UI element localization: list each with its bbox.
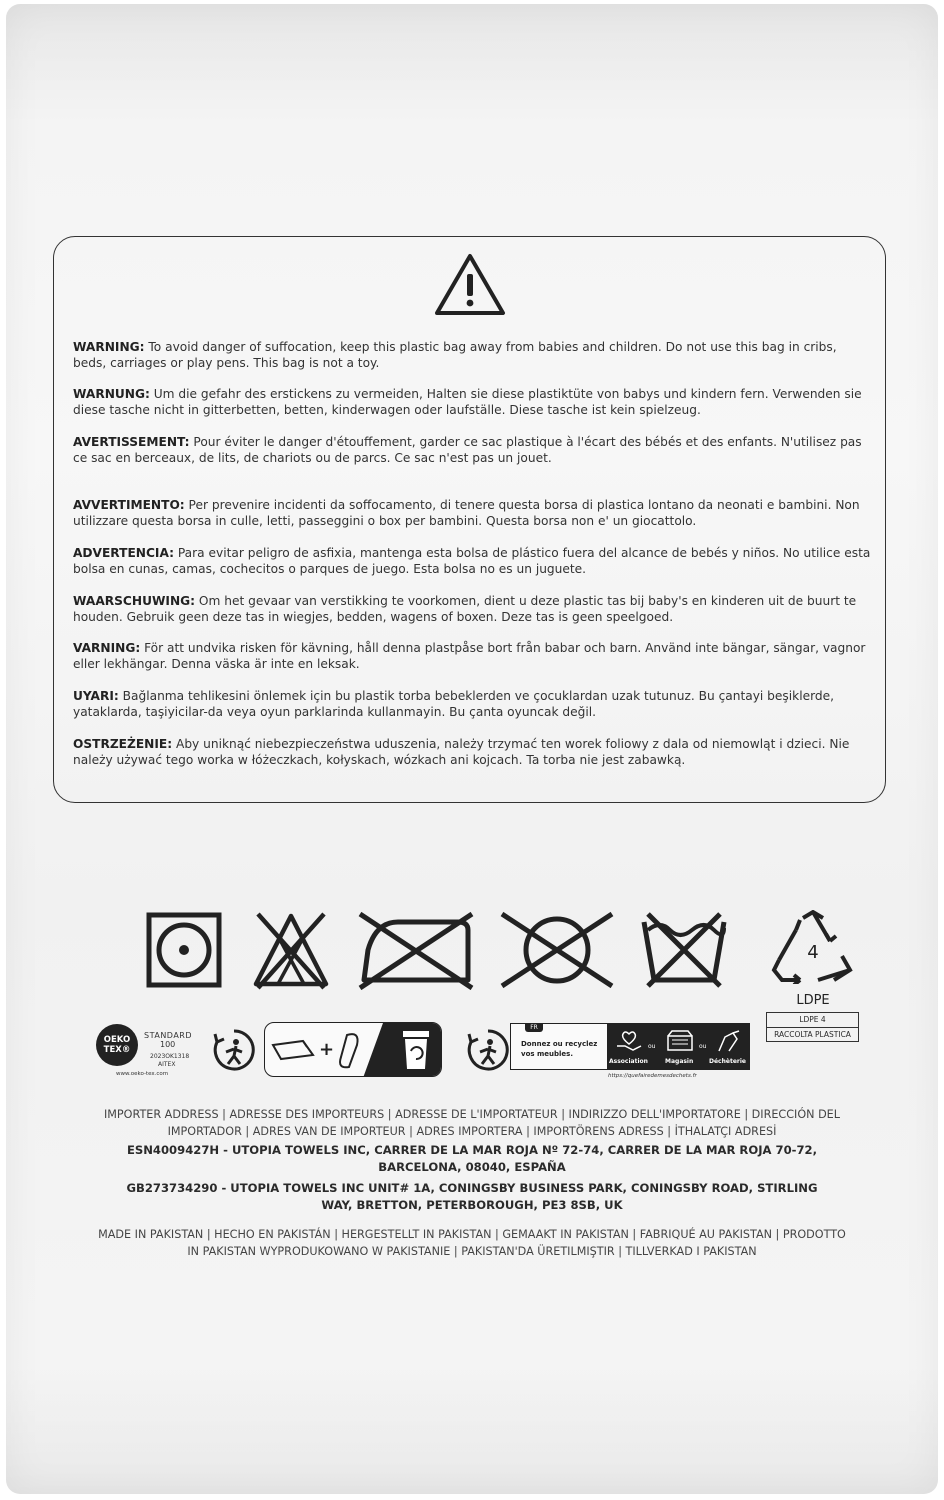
tumble-dry-icon bbox=[146, 910, 222, 990]
warning-fr: AVERTISSEMENT: Pour éviter le danger d'étouffement, garder ce sac plastique à l'écart des bébés et des enfants. N'utilisez pas ce sac en berceaux, de lits, de chariots ou de parcs. Ce sac n'est pas un jouet. bbox=[73, 435, 862, 465]
made-in-pakistan: MADE IN PAKISTAN | HECHO EN PAKISTÁN | HERGESTELLT IN PAKISTAN | GEMAAKT IN PAKISTAN | FABRIQUÉ AU PAKISTAN | PRODOTTO IN PAKISTAN WYPRODUKOWANO W PAKISTANIE | PAKISTAN'DA ÜRETILMIŞTIR | TILLVERKAD I PAKISTAN bbox=[98, 1228, 846, 1258]
warning-de: WARNUNG: Um die gefahr des erstickens zu vermeiden, Halten sie diese plastiktüte von babys und kindern fern. Verwenden sie diese tasche nicht in gitterbetten, betten, kinderwagen oder laufställe. Diese tasche ist kein spielzeug. bbox=[73, 387, 862, 417]
warning-nl: WAARSCHUWING: Om het gevaar van verstikking te voorkomen, dient u deze plastic tas bij baby's en kinderen uit de buurt te houden. Gebruik geen deze tas in wiegjes, bedden, wagens of boxen. Deze tas is geen speelgoed. bbox=[73, 594, 857, 624]
triman-icon-2 bbox=[466, 1028, 510, 1072]
fr-flag: FR bbox=[525, 1023, 543, 1032]
material-label: LDPE bbox=[796, 993, 830, 1008]
warning-it: AVVERTIMENTO: Per prevenire incidenti da soffocamento, di tenere questa borsa di plastica lontano da neonati e bambini. Non utilizzare questa borsa in culle, letti, passeggini o box per bambini. Questa borsa non e' un giocattolo. bbox=[73, 498, 860, 528]
fr-line1: Donnez ou recyclez bbox=[521, 1040, 598, 1048]
warning-pl: OSTRZEŻENIE: Aby uniknąć niebezpieczeństwa uduszenia, należy trzymać ten worek foliowy z dala od niemowląt i dzieci. Nie należy używać tego worka w łóżeczkach, kołyskach, wózkach ani kojcach. Ta torba nie jest zabawką. bbox=[73, 737, 850, 767]
oeko-code1: 2023OK1318 bbox=[150, 1053, 190, 1060]
fr-ou-2: ou bbox=[699, 1043, 707, 1050]
do-not-wash-icon bbox=[640, 910, 728, 990]
fr-magasin: Magasin bbox=[665, 1058, 694, 1065]
oeko-standard: STANDARD bbox=[144, 1031, 193, 1040]
hand-heart-icon bbox=[615, 1030, 643, 1052]
recycle-code-number: 4 bbox=[807, 942, 819, 963]
oeko-tex-logo bbox=[96, 1024, 138, 1066]
ldpe-box-line1: LDPE 4 bbox=[767, 1013, 858, 1028]
do-not-dry-clean-icon bbox=[498, 910, 616, 990]
recycle-bin-icon bbox=[403, 1031, 429, 1069]
fr-url: https://quefairedemesdechets.fr bbox=[608, 1073, 697, 1079]
recycle-code-icon bbox=[770, 910, 856, 984]
importer-es-address: ESN4009427H - UTOPIA TOWELS INC, CARRER DE LA MAR ROJA Nº 72-74, CARRER DE LA MAR ROJA 70-72, BARCELONA, 08040, ESPAÑA bbox=[126, 1143, 818, 1174]
warning-es: ADVERTENCIA: Para evitar peligro de asfixia, mantenga esta bolsa de plástico fuera del alcance de bebés y niños. No utilice esta bolsa en cunas, camas, cochecitos o parques de juego. Esta bolsa no es un juguete. bbox=[73, 546, 871, 576]
fr-line2: vos meubles. bbox=[521, 1050, 573, 1058]
do-not-bleach-icon bbox=[252, 910, 330, 990]
importer-uk-address: GB273734290 - UTOPIA TOWELS INC UNIT# 1A, CONINGSBY BUSINESS PARK, CONINGSBY ROAD, STIRLING WAY, BRETTON, PETERBOROUGH, PE3 8SB, UK bbox=[126, 1181, 818, 1212]
warning-tr: UYARI: Bağlanma tehlikesini önlemek için bu plastik torba bebeklerden ve çocuklardan uzak tutunuz. Bu çantayi beşiklerde, yataklarda, taşiyicilar-da veya oyun parklarinda kullanmayin. Bu çanta oyuncak değil. bbox=[73, 689, 834, 719]
fr-decheterie: Déchèterie bbox=[709, 1058, 746, 1065]
oeko-url: www.oeko-tex.com bbox=[116, 1071, 169, 1077]
france-recycling-info bbox=[510, 1023, 750, 1070]
warning-triangle-icon bbox=[434, 252, 506, 316]
fr-ou-1: ou bbox=[648, 1043, 656, 1050]
oeko-logo-line2: TEX® bbox=[103, 1045, 131, 1055]
dump-chair-icon bbox=[715, 1029, 743, 1053]
do-not-iron-icon bbox=[358, 910, 474, 990]
folded-bag-icon bbox=[340, 1034, 358, 1067]
importer-header: IMPORTER ADDRESS | ADRESSE DES IMPORTEURS | ADRESSE DE L'IMPORTATEUR | INDIRIZZO DELL'IMPORTATORE | DIRECCIÓN DEL IMPORTADOR | ADRES VAN DE IMPORTEUR | ADRES IMPORTERA | IMPORTÖRENS ADRESS | İTHALATÇI ADRESİ bbox=[103, 1108, 840, 1138]
packaging-bag-icon bbox=[273, 1041, 313, 1059]
warning-en: WARNING: To avoid danger of suffocation, keep this plastic bag away from babies and children. Do not use this bag in cribs, beds, carriages or play pens. This bag is not a toy. bbox=[73, 340, 837, 370]
oeko-number: 100 bbox=[160, 1040, 176, 1049]
sorting-instructions bbox=[264, 1022, 442, 1077]
oeko-logo-line1: OEKO bbox=[103, 1035, 131, 1045]
warning-sv: VARNING: För att undvika risken för kävning, håll denna plastpåse bort från babar och barn. Använd inte bängar, sängar, vagnor eller lekhängar. Denna väska är inte en leksak. bbox=[73, 641, 866, 671]
store-icon bbox=[666, 1030, 694, 1052]
fr-association: Association bbox=[609, 1058, 648, 1065]
oeko-code2: AITEX bbox=[158, 1061, 176, 1068]
ldpe-box-line2: RACCOLTA PLASTICA bbox=[774, 1030, 851, 1039]
triman-icon bbox=[212, 1028, 256, 1072]
plus-sign: + bbox=[319, 1039, 335, 1060]
ldpe-box bbox=[766, 1012, 859, 1042]
